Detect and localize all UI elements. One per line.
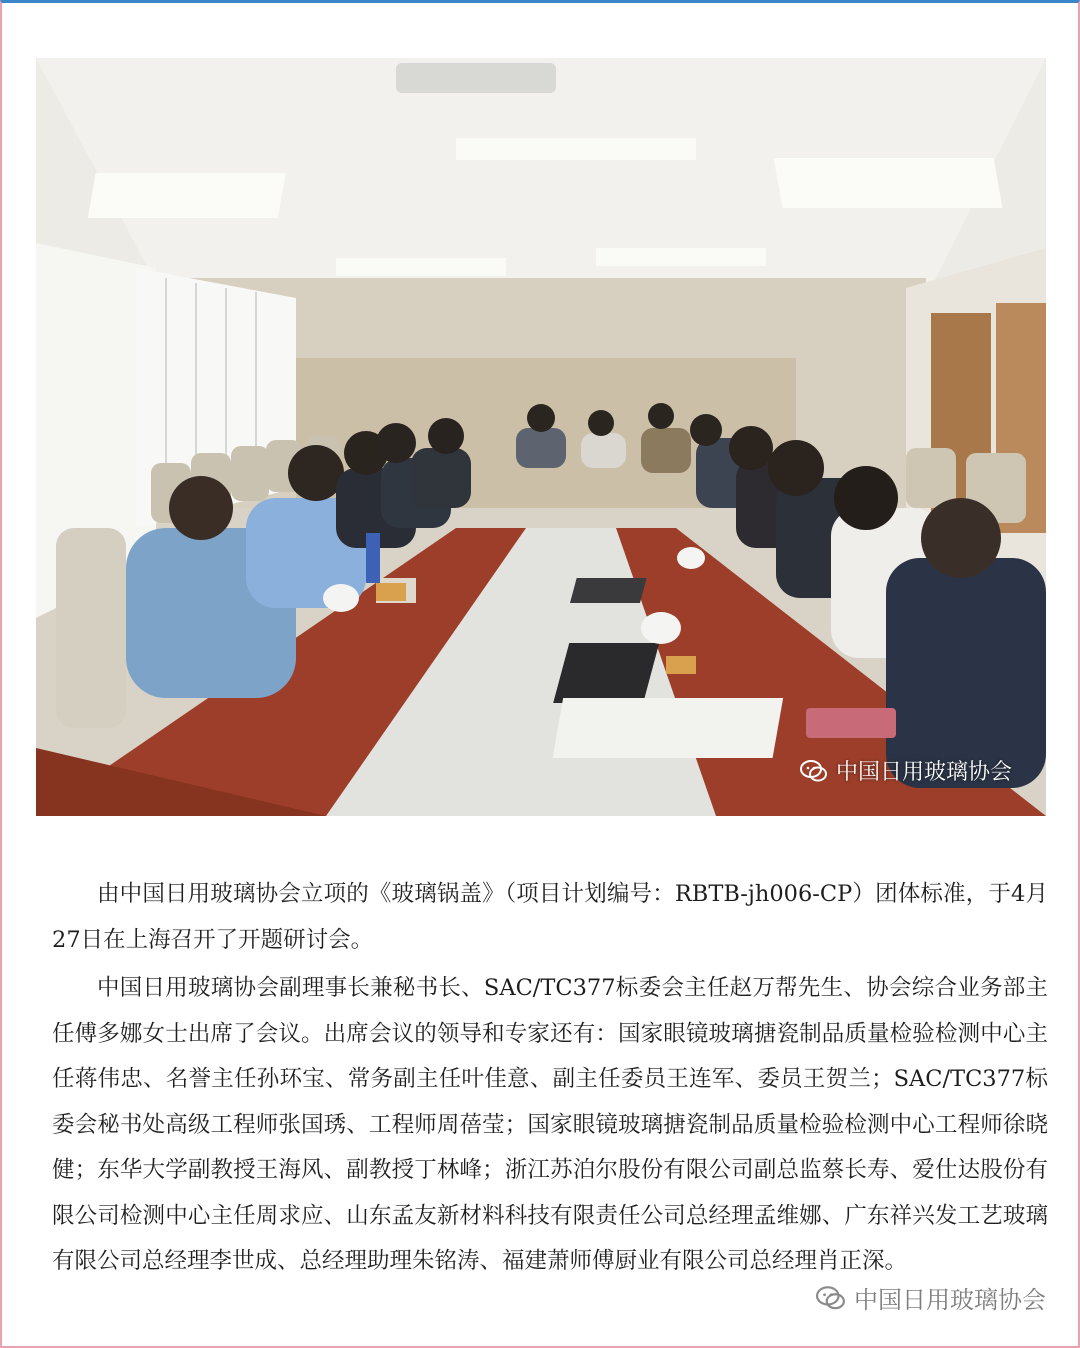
photo-watermark: [800, 755, 1012, 786]
meeting-photo-illustration: [36, 58, 1046, 816]
page-watermark: [816, 1280, 1046, 1315]
meeting-photo: [36, 58, 1046, 816]
wechat-icon: [816, 1285, 846, 1311]
wechat-icon: [800, 759, 828, 783]
paragraph-1: 由中国日用玻璃协会立项的《玻璃锅盖》（项目计划编号：RBTB-jh006-CP）团体标准，于4月27日在上海召开了开题研讨会。: [52, 881, 1048, 953]
page-watermark-text: 中国日用玻璃协会: [854, 1286, 1046, 1314]
article-body: [52, 872, 1048, 1288]
photo-watermark-text: 中国日用玻璃协会: [835, 760, 1012, 785]
paragraph-2: 中国日用玻璃协会副理事长兼秘书长、SAC/TC377标委会主任赵万帮先生、协会综合业务部主任傅多娜女士出席了会议。出席会议的领导和专家还有：国家眼镜玻璃搪瓷制品质量检验检测中心主任蒋伟忠、名誉主任孙环宝、常务副主任叶佳意、副主任委员王连军、委员王贺兰；SAC/TC377标委会秘书处高级工程师张国琇、工程师周蓓莹；国家眼镜玻璃搪瓷制品质量检验检测中心工程师徐晓健；东华大学副教授王海风、副教授丁林峰；浙江苏泊尔股份有限公司副总监蔡长寿、爱仕达股份有限公司检测中心主任周求应、山东孟友新材料科技有限责任公司总经理孟维娜、广东祥兴发工艺玻璃有限公司总经理李世成、总经理助理朱铭涛、福建萧师傅厨业有限公司总经理肖正深。: [52, 975, 1048, 1274]
